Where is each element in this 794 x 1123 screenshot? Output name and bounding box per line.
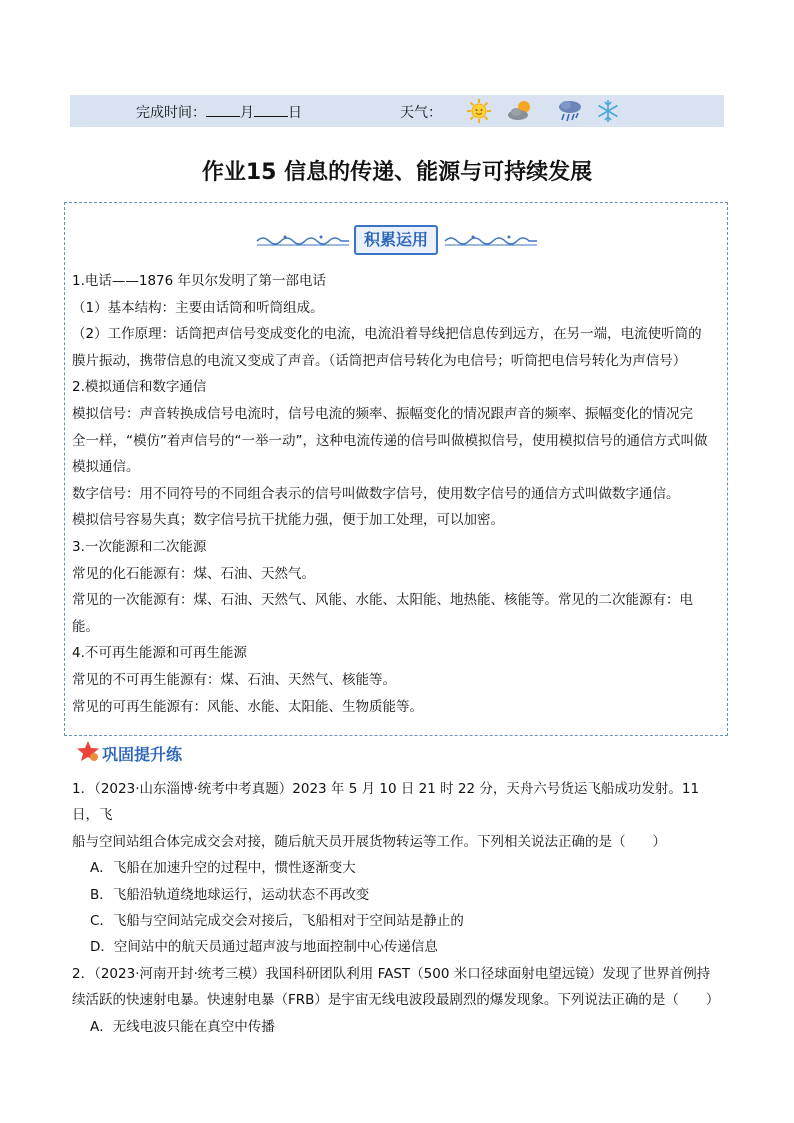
content-line: 常见的一次能源有：煤、石油、天然气、风能、水能、太阳能、地热能、核能等。常见的二次能源有：电: [72, 592, 693, 609]
content-line: 模拟信号容易失真；数字信号抗干扰能力强，便于加工处理，可以加密。: [72, 512, 504, 529]
header-bar: [70, 95, 724, 127]
star-icon: [76, 740, 100, 762]
content-line: 数字信号：用不同符号的不同组合表示的信号叫做数字信号，使用数字信号的通信方式叫做数字通信。: [72, 485, 680, 502]
content-line: 1.电话——1876 年贝尔发明了第一部电话: [72, 273, 327, 289]
completion-time: [136, 102, 302, 122]
content-line: （1）基本结构：主要由话筒和听筒组成。: [72, 299, 324, 316]
sun-icon[interactable]: [466, 98, 492, 124]
month-blank[interactable]: [206, 104, 240, 117]
question-1-option-b[interactable]: B．飞船沿轨道绕地球运行，运动状态不再改变: [90, 886, 370, 903]
right-wave-ornament: [443, 231, 539, 251]
accumulate-header: [65, 223, 727, 259]
practice-title: 巩固提升练: [102, 745, 183, 764]
weather-label: 天气：: [400, 105, 442, 121]
content-line: 模拟信号：声音转换成信号电流时，信号电流的频率、振幅变化的情况跟声音的频率、振幅变化的情况完: [72, 405, 693, 422]
content-line: 2.模拟通信和数字通信: [72, 379, 207, 396]
rain-icon[interactable]: [556, 98, 584, 124]
content-line: （2）工作原理：话筒把声信号变成变化的电流，电流沿着导线把信息传到远方，在另一端，电流使听筒的: [72, 326, 702, 343]
snow-icon[interactable]: [596, 98, 620, 124]
accumulate-badge: 积累运用: [354, 225, 438, 255]
question-2-option-a[interactable]: A．无线电波只能在真空中传播: [90, 1018, 275, 1035]
content-line: 4.不可再生能源和可再生能源: [72, 645, 247, 662]
content-line: 能。: [72, 618, 99, 635]
question-1-stem: 船与空间站组合体完成交会对接，随后航天员开展货物转运等工作。下列相关说法正确的是（ ）: [72, 833, 666, 850]
content-line: 3.一次能源和二次能源: [72, 538, 207, 555]
day-blank[interactable]: [254, 104, 288, 117]
content-line: 模拟通信。: [72, 459, 140, 476]
content-line: 常见的不可再生能源有：煤、石油、天然气、核能等。: [72, 671, 396, 688]
time-label: 完成时间：: [136, 105, 206, 121]
question-1-option-a[interactable]: A．飞船在加速升空的过程中，惯性逐渐变大: [90, 860, 356, 877]
question-1-option-c[interactable]: C．飞船与空间站完成交会对接后，飞船相对于空间站是静止的: [90, 913, 464, 930]
left-wave-ornament: [255, 231, 351, 251]
content-line: 全一样，“模仿”着声信号的“一举一动”，这种电流传递的信号叫做模拟信号，使用模拟信号的通信方式叫做: [72, 432, 708, 449]
content-line: 膜片振动，携带信息的电流又变成了声音。（话筒把声信号转化为电信号；听筒把电信号转化为声信号）: [72, 352, 687, 369]
day-label: 日: [288, 105, 302, 121]
partly-cloudy-icon[interactable]: [506, 98, 536, 124]
month-label: 月: [240, 105, 254, 121]
practice-questions: [72, 776, 724, 1040]
content-line: 常见的化石能源有：煤、石油、天然气。: [72, 565, 315, 582]
content-line: 常见的可再生能源有：风能、水能、太阳能、生物质能等。: [72, 698, 423, 715]
question-1-stem: 1．（2023·山东淄博·统考中考真题）2023 年 5 月 10 日 21 时 22 分，天舟六号货运飞船成功发射。11 日，飞: [72, 781, 700, 824]
page-title: 作业15 信息的传递、能源与可持续发展: [201, 160, 593, 185]
question-2-stem: 2．（2023·河南开封·统考三模）我国科研团队利用 FAST（500 米口径球面射电望远镜）发现了世界首例持: [72, 965, 711, 982]
accumulate-content: [72, 268, 724, 720]
question-1-option-d[interactable]: D．空间站中的航天员通过超声波与地面控制中心传递信息: [90, 939, 438, 956]
question-2-stem: 续活跃的快速射电暴。快速射电暴（FRB）是宇宙无线电波段最剧烈的爆发现象。下列说法正确的是（ ）: [72, 992, 720, 1009]
